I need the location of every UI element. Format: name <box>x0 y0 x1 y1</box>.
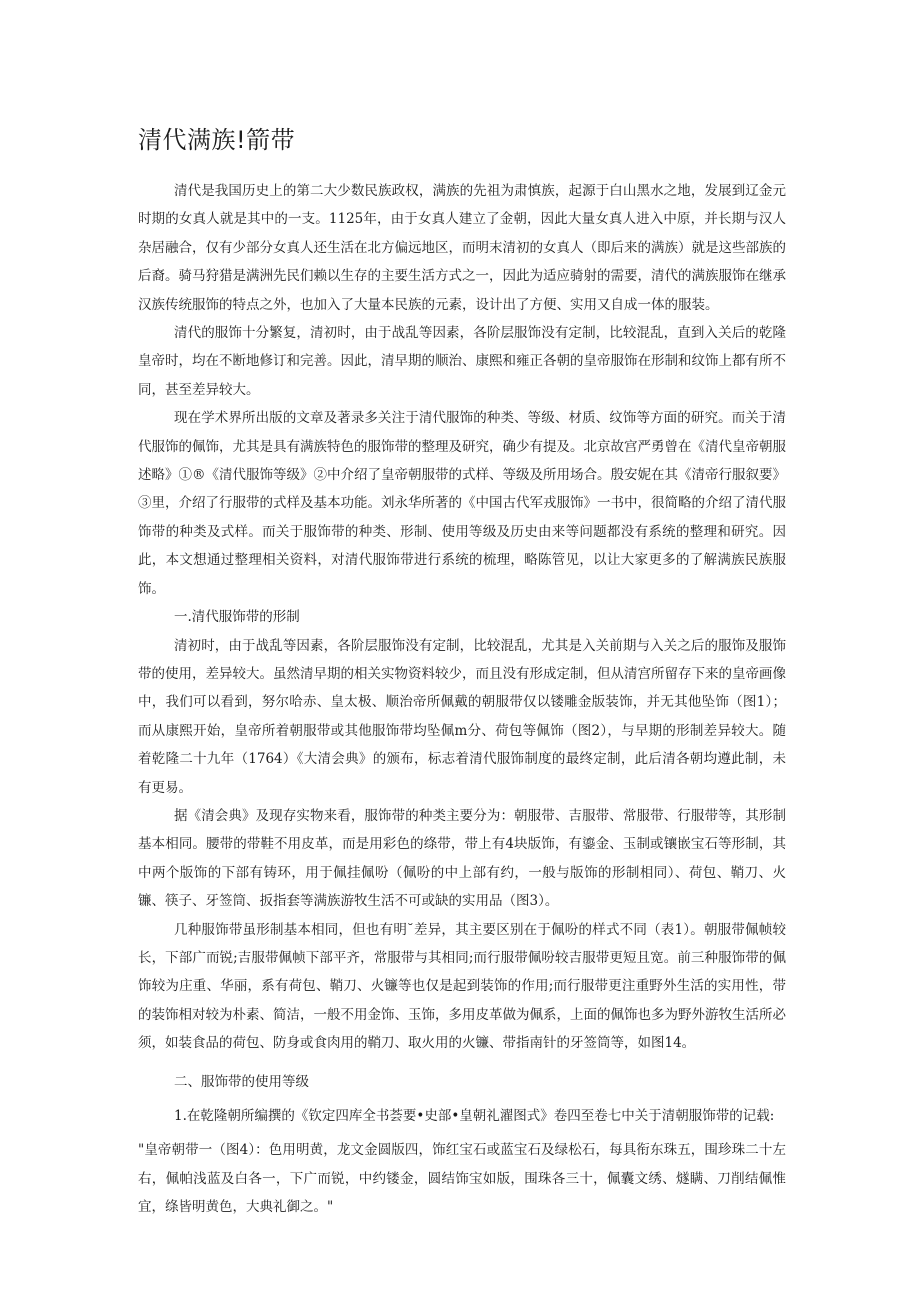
intro-paragraph-2: 清代的服饰十分繁复，清初时，由于战乱等因素，各阶层服饰没有定制，比较混乱，直到入关后的乾隆皇帝时，均在不断地修订和完善。因此，清早期的顺治、康熙和雍正各朝的皇帝服饰在形制和纹饰上都有所不同，甚至差异较大。 <box>138 325 786 398</box>
section-1-paragraph-2: 据《清会典》及现存实物来看，服饰带的种类主要分为：朝服带、吉服带、常服带、行服带等，其形制基本相同。腰带的带鞋不用皮革，而是用彩色的绦带，带上有4块版饰，有鎏金、玉制或镶嵌宝石等形制，其中两个版饰的下部有铸环，用于佩挂佩吩（佩吩的中上部有约，一般与版饰的形制相同）、荷包、鞘刀、火镰、筷子、牙签筒、扳指套等满族游牧生活不可或缺的实用品（图3）。 <box>138 807 786 910</box>
section-1-paragraph-3: 几种服饰带虽形制基本相同，但也有明˘差异，其主要区别在于佩吩的样式不同（表1）。朝服带佩帧较长，下部广而锐;吉服带佩帧下部平齐，常服带与其相同;而行服带佩吩较吉服带更短且宽。前三种服饰带的佩饰较为庄重、华丽，系有荷包、鞘刀、火镰等也仅是起到装饰的作用;而行服带更注重野外生活的实用性，带的装饰相对较为朴素、简洁，一般不用金饰、玉饰，多用皮革做为佩系，上面的佩饰也多为野外游牧生活所必须，如装食品的荷包、防身或食肉用的鞘刀、取火用的火镰、带指南针的牙签筒等，如图14。 <box>138 921 786 1052</box>
section-1-heading: 一.清代服饰带的形制 <box>174 609 300 626</box>
intro-paragraph-3: 现在学术界所出版的文章及著录多关注于清代服饰的种类、等级、材质、纹饰等方面的研究。而关于清代服饰的佩饰，尤其是具有满族特色的服饰带的整理及研究，确少有提及。北京故宫严勇曾在《清代皇帝朝服述略》①®《清代服饰等级》②中介绍了皇帝朝服带的式样、等级及所用场合。殷安妮在其《清帝行服叙要》③里，介绍了行服带的式样及基本功能。刘永华所著的《中国古代军戎服饰》一书中，很简略的介绍了清代服饰带的种类及式样。而关于服饰带的种类、形制、使用等级及历史由来等问题都没有系统的整理和研究。因此，本文想通过整理相关资料，对清代服饰带进行系统的梳理，略陈管见，以让大家更多的了解满族民族服饰。 <box>138 410 786 597</box>
intro-paragraph-1: 清代是我国历史上的第二大少数民族政权，满族的先祖为肃慎族，起源于白山黑水之地，发展到辽金元时期的女真人就是其中的一支。1125年，由于女真人建立了金朝，因此大量女真人进入中原，并长期与汉人杂居融合，仅有少部分女真人还生活在北方偏远地区，而明末清初的女真人（即后来的满族）就是这些部族的后裔。骑马狩猎是满洲先民们赖以生存的主要生活方式之一，因此为适应骑射的需要，清代的满族服饰在继承汉族传统服饰的特点之外，也加入了大量本民族的元素，设计出了方便、实用又自成一体的服装。 <box>138 183 786 313</box>
section-2-subheading: 1.在乾隆朝所编撰的《钦定四库全书荟要•史部•皇朝礼濯图式》卷四至卷七中关于清朝服饰带的记载: <box>174 1108 775 1124</box>
quoted-record: "皇帝朝带一（图4）：色用明黄，龙文金圆版四，饰红宝石或蓝宝石及绿松石，每具衔东珠五，围珍珠二十左右，佩帕浅蓝及白各一，下广而锐，中约镂金，圆结饰宝如版，围珠各三十，佩囊文绣、燧瞒、刀削结佩惟宜，绦皆明黄色，大典礼御之。" <box>138 1142 786 1216</box>
section-2-heading: 二、服饰带的使用等级 <box>174 1073 309 1090</box>
document-title: 清代满族!箭带 <box>138 126 296 154</box>
document-page <box>138 120 786 1222</box>
section-1-paragraph-1: 清初时，由于战乱等因素，各阶层服饰没有定制，比较混乱，尤其是入关前期与入关之后的服饰及服饰带的使用，差异较大。虽然清早期的相关实物资料较少，而且没有形成定制，但从清宫所留存下来的皇帝画像中，我们可以看到，努尔哈赤、皇太极、顺治帝所佩戴的朝服带仅以镂雕金版装饰，并无其他坠饰（图1）；而从康熙开始，皇帝所着朝服带或其他服饰带均坠佩m分、荷包等佩饰（图2），与早期的形制差异较大。随着乾隆二十九年（1764）《大清会典》的颁布，标志着清代服饰制度的最终定制，此后清各朝均遵此制，未有更易。 <box>138 637 786 796</box>
